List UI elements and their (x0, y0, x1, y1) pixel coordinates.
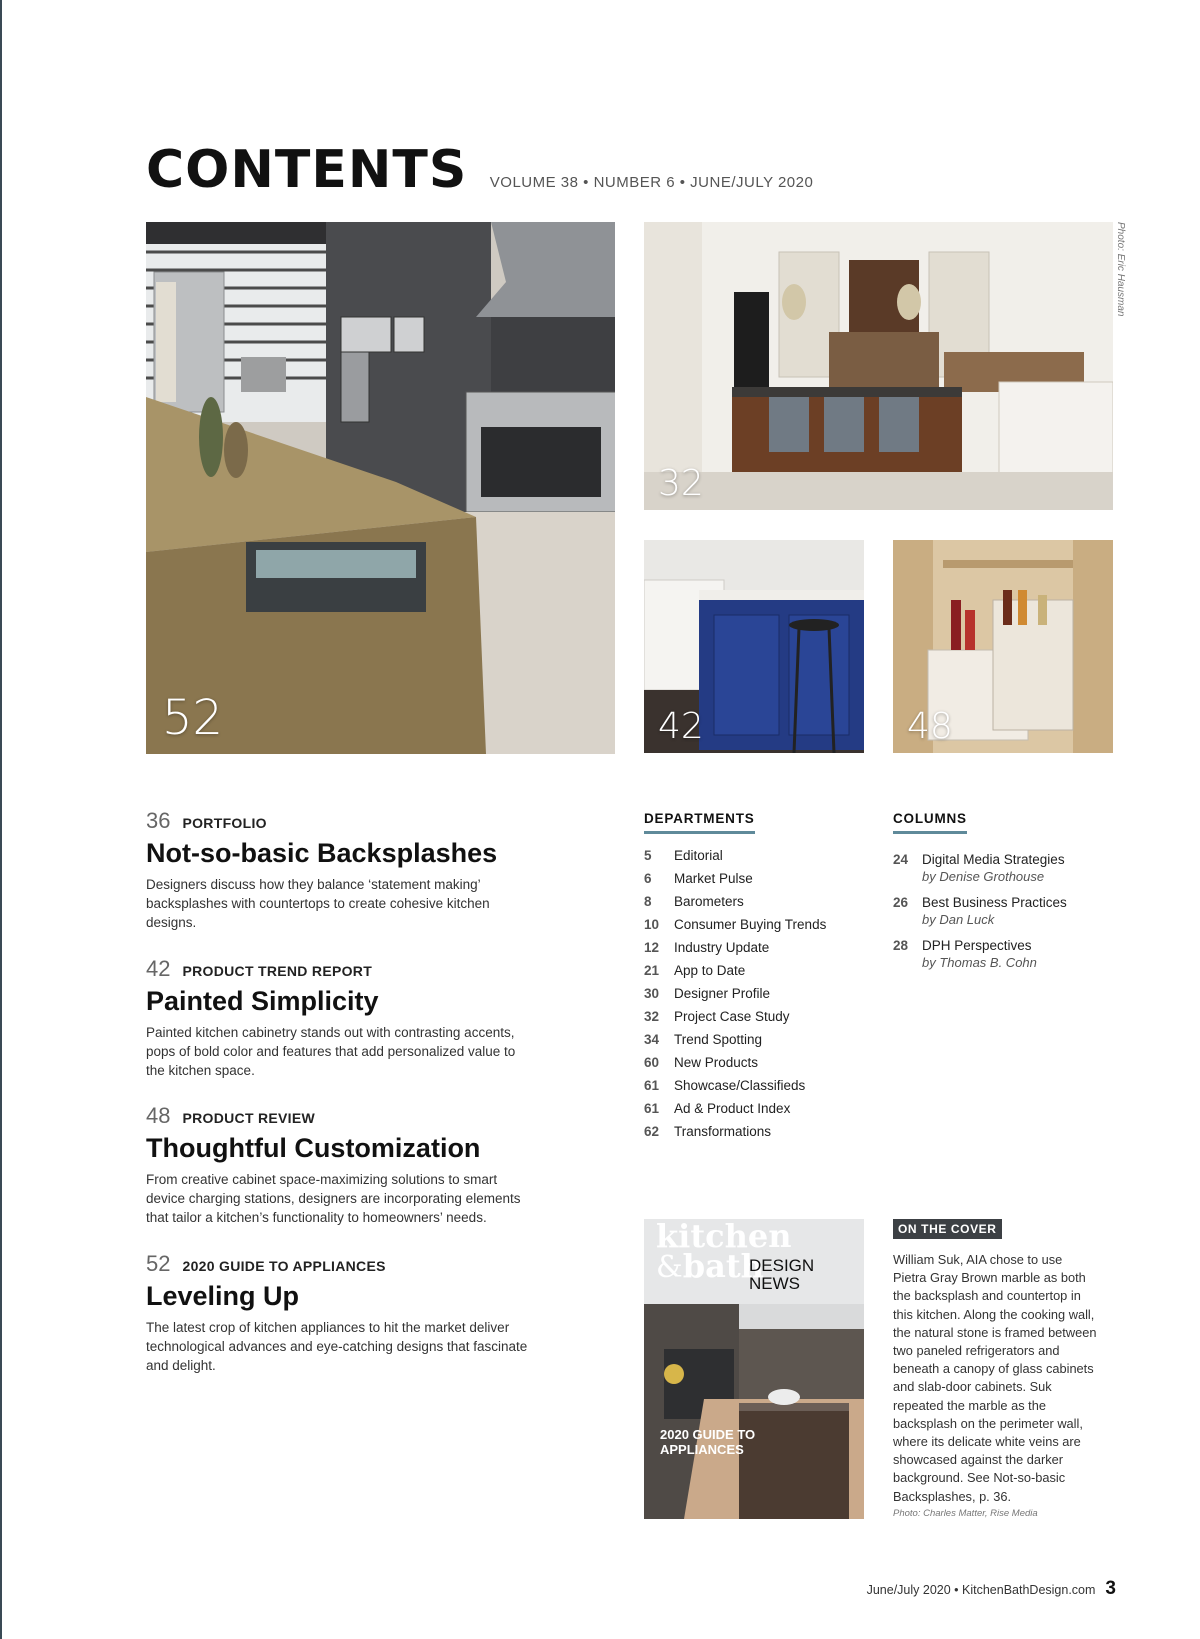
photo-pullout-storage[interactable] (893, 540, 1113, 753)
byline: by Dan Luck (922, 912, 995, 927)
photo-page-number: 42 (658, 706, 704, 747)
page-number: 3 (1105, 1578, 1116, 1599)
feature-page-number: 52 (146, 1251, 171, 1276)
feature-item[interactable] (146, 808, 536, 932)
list-item[interactable]: 24 Digital Media Strategies by Denise Grothouse (893, 852, 1123, 884)
feature-item[interactable] (146, 956, 536, 1080)
list-item[interactable]: 5 Editorial (644, 848, 723, 863)
feature-section: PORTFOLIO (182, 815, 267, 831)
list-item[interactable]: 32 Project Case Study (644, 1009, 790, 1024)
feature-page-number: 48 (146, 1103, 171, 1128)
cover-logo-kitchen: kitchen (656, 1219, 792, 1255)
list-item[interactable]: 6 Market Pulse (644, 871, 753, 886)
feature-description: From creative cabinet space-maximizing solutions to smart device charging stations, designers are incorporating elements that tailor a kitchen’s functionality to homeowners’ needs. (146, 1172, 521, 1225)
photo-page-number: 52 (162, 690, 224, 746)
list-item[interactable]: 12 Industry Update (644, 940, 770, 955)
departments-heading: DEPARTMENTS (644, 811, 755, 838)
heading-rule (644, 831, 755, 834)
list-item[interactable]: 10 Consumer Buying Trends (644, 917, 827, 932)
list-item[interactable]: 60 New Products (644, 1055, 759, 1070)
photo-page-number: 48 (907, 706, 953, 747)
feature-headline[interactable]: Leveling Up (146, 1281, 300, 1311)
photo-white-kitchen[interactable] (644, 222, 1113, 510)
on-the-cover-text: William Suk, AIA chose to use Pietra Gray Brown marble as both the backsplash and countertop in this kitchen. Along the cooking wall, the natural stone is framed between two paneled refrigerators and beneath a canopy of glass cabinets and slab-door cabinets. Suk repeated the marble as the backsplash on the perimeter wall, where its delicate white veins are showcased against the darker background. See Not-so-basic Backsplashes, p. 36. (893, 1252, 1097, 1504)
feature-headline[interactable]: Thoughtful Customization (146, 1133, 481, 1163)
page-title: CONTENTS (146, 140, 468, 200)
photo-credit: Photo: Eric Hausman (1115, 222, 1126, 317)
photo-main-kitchen[interactable] (146, 222, 615, 754)
feature-section: 2020 GUIDE TO APPLIANCES (182, 1258, 386, 1274)
photo-page-number: 32 (658, 463, 704, 504)
page-footer (867, 1578, 1116, 1600)
cover-line: 2020 GUIDE TO APPLIANCES (660, 1427, 756, 1457)
feature-headline[interactable]: Painted Simplicity (146, 986, 379, 1016)
list-item[interactable]: 61 Showcase/Classifieds (644, 1078, 806, 1093)
departments-list (644, 848, 884, 1147)
feature-headline[interactable]: Not-so-basic Backsplashes (146, 838, 498, 868)
footer-issue-site: June/July 2020 • KitchenBathDesign.com (866, 1583, 1096, 1597)
issue-info: VOLUME 38 • NUMBER 6 • JUNE/JULY 2020 (489, 174, 814, 191)
list-item[interactable]: 30 Designer Profile (644, 986, 771, 1001)
list-item[interactable]: 8 Barometers (644, 894, 744, 909)
feature-page-number: 36 (146, 808, 171, 833)
byline: by Denise Grothouse (922, 869, 1045, 884)
list-item[interactable]: 34 Trend Spotting (644, 1032, 763, 1047)
feature-section: PRODUCT REVIEW (182, 1110, 316, 1126)
list-item[interactable]: 21 App to Date (644, 963, 746, 978)
columns-list (893, 852, 1123, 981)
feature-description: The latest crop of kitchen appliances to hit the market deliver technological advances and eye-catching designs that fascinate and delight. (146, 1320, 528, 1373)
list-item[interactable]: 28 DPH Perspectives by Thomas B. Cohn (893, 938, 1123, 970)
feature-page-number: 42 (146, 956, 171, 981)
columns-heading: COLUMNS (893, 811, 967, 838)
cover-thumbnail[interactable] (644, 1219, 864, 1519)
feature-section: PRODUCT TREND REPORT (182, 963, 373, 979)
feature-item[interactable] (146, 1251, 536, 1375)
byline: by Thomas B. Cohn (922, 955, 1037, 970)
feature-description: Designers discuss how they balance ‘statement making’ backsplashes with countertops to create cohesive kitchen designs. (146, 877, 490, 930)
cover-logo-design-news: DESIGN NEWS (749, 1256, 815, 1293)
on-the-cover-label: ON THE COVER (893, 1219, 1002, 1239)
photo-blue-island[interactable] (644, 540, 864, 753)
list-item[interactable]: 26 Best Business Practices by Dan Luck (893, 895, 1123, 927)
list-item[interactable]: 61 Ad & Product Index (644, 1101, 791, 1116)
cover-logo-amp: & (656, 1250, 683, 1285)
kitchen-illustration-main (146, 222, 615, 754)
heading-rule (893, 831, 967, 834)
feature-description: Painted kitchen cabinetry stands out with contrasting accents, pops of bold color and features that add personalized value to the kitchen space. (146, 1025, 516, 1078)
page-spine (0, 0, 2, 1639)
list-item[interactable]: 62 Transformations (644, 1124, 772, 1139)
cover-photo-credit: Photo: Charles Matter, Rise Media (893, 1508, 1038, 1519)
kitchen-illustration-white (644, 222, 1113, 510)
cover-logo-bath: bath (682, 1247, 764, 1285)
feature-item[interactable] (146, 1103, 536, 1227)
masthead (146, 140, 813, 200)
